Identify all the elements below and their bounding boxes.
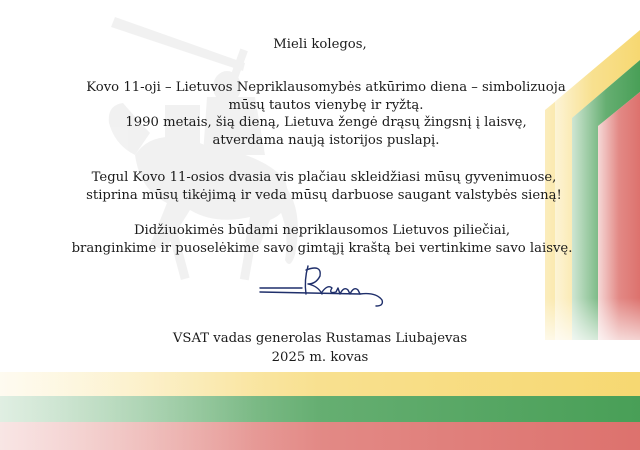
greeting-line [30, 36, 610, 54]
paragraph-line: Tegul Kovo 11-osios dvasia vis plačiau skleidžiasi mūsų gyvenimuose, [91, 170, 557, 185]
letter-date: 2025 m. kovas [271, 349, 369, 365]
paragraph-line: Didžiuokimės būdami nepriklausomos Lietuvos piliečiai, [133, 223, 511, 238]
paragraph-pride [2, 222, 640, 257]
paragraph-line: stiprina mūsų tikėjimą ir veda mūsų darbuose saugant valstybės sieną! [86, 187, 562, 203]
paragraph-line: atverdama naują istorijos puslapį. [212, 132, 440, 148]
paragraph-line: mūsų tautos vienybę ir ryžtą. [228, 97, 424, 113]
signature-block [0, 330, 640, 367]
bottom-ribbon [0, 372, 640, 450]
paragraph-anniversary [6, 79, 640, 149]
paragraph-line: 1990 metais, šią dieną, Lietuva žengė drąsų žingsnį į laisvę, [125, 115, 527, 130]
greeting-text: Mieli kolegos, [273, 37, 367, 52]
paragraph-line: branginkime ir puoselėkime savo gimtąjį kraštą bei vertinkime savo laisvę. [71, 240, 573, 256]
signatory-name: VSAT vadas generolas Rustamas Liubajevas [172, 331, 468, 346]
handwritten-signature-icon [258, 262, 390, 310]
paragraph-line: Kovo 11-oji – Lietuvos Nepriklausomybės atkūrimo diena – simbolizuoja [86, 80, 566, 95]
paragraph-spirit [4, 169, 640, 204]
